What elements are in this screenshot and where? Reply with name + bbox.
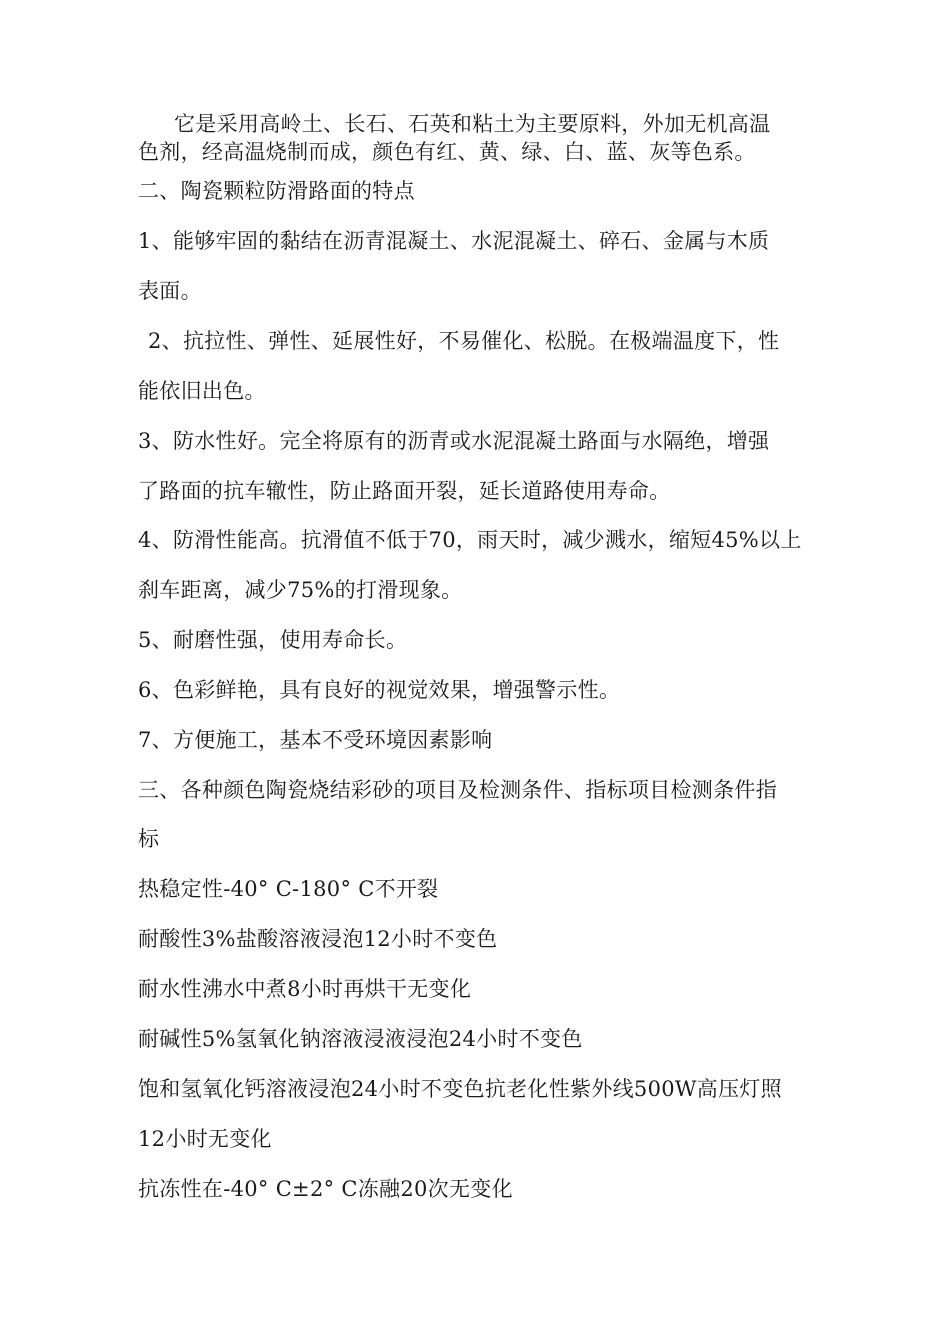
intro-paragraph (138, 110, 818, 166)
spec-alkali-resistance: 耐碱性5%氢氧化钠溶液浸液浸泡24小时不变色 (138, 1027, 583, 1051)
intro-line: 色剂，经高温烧制而成，颜色有红、黄、绿、白、蓝、灰等色系。 (138, 140, 756, 164)
feature-item-3-line: 了路面的抗车辙性，防止路面开裂，延长道路使用寿命。 (138, 479, 671, 503)
spec-acid-resistance: 耐酸性3%盐酸溶液浸泡12小时不变色 (138, 927, 498, 951)
feature-item-4-line: 4、防滑性能高。抗滑值不低于70，雨天时，减少溅水，缩短45%以上 (138, 528, 802, 552)
feature-item-4-line: 刹车距离，减少75%的打滑现象。 (138, 578, 463, 602)
spec-aging-line: 饱和氢氧化钙溶液浸泡24小时不变色抗老化性紫外线500W高压灯照 (138, 1077, 782, 1101)
feature-item-1-line: 表面。 (138, 279, 202, 303)
spec-water-resistance: 耐水性沸水中煮8小时再烘干无变化 (138, 977, 472, 1001)
spec-thermal-stability: 热稳定性-40° C-180° C不开裂 (138, 877, 439, 901)
intro-line: 它是采用高岭土、长石、石英和粘土为主要原料，外加无机高温 (174, 112, 771, 136)
feature-item-6: 6、色彩鲜艳，具有良好的视觉效果，增强警示性。 (138, 678, 621, 702)
spec-aging-line: 12小时无变化 (138, 1127, 272, 1151)
feature-item-1-line: 1、能够牢固的黏结在沥青混凝土、水泥混凝土、碎石、金属与木质 (138, 229, 770, 253)
feature-item-3-line: 3、防水性好。完全将原有的沥青或水泥混凝土路面与水隔绝，增强 (138, 429, 770, 453)
section-3-heading-line: 标 (138, 827, 160, 851)
feature-item-2-line: 2、抗拉性、弹性、延展性好，不易催化、松脱。在极端温度下，性 (148, 329, 780, 353)
feature-item-5: 5、耐磨性强，使用寿命长。 (138, 628, 408, 652)
feature-item-2-line: 能依旧出色。 (138, 379, 266, 403)
feature-item-7: 7、方便施工，基本不受环境因素影响 (138, 728, 493, 752)
section-2-heading: 二、陶瓷颗粒防滑路面的特点 (138, 179, 415, 203)
section-3-heading-line: 三、各种颜色陶瓷烧结彩砂的项目及检测条件、指标项目检测条件指 (138, 778, 777, 802)
spec-freeze-resistance: 抗冻性在-40° C±2° C冻融20次无变化 (138, 1177, 513, 1201)
